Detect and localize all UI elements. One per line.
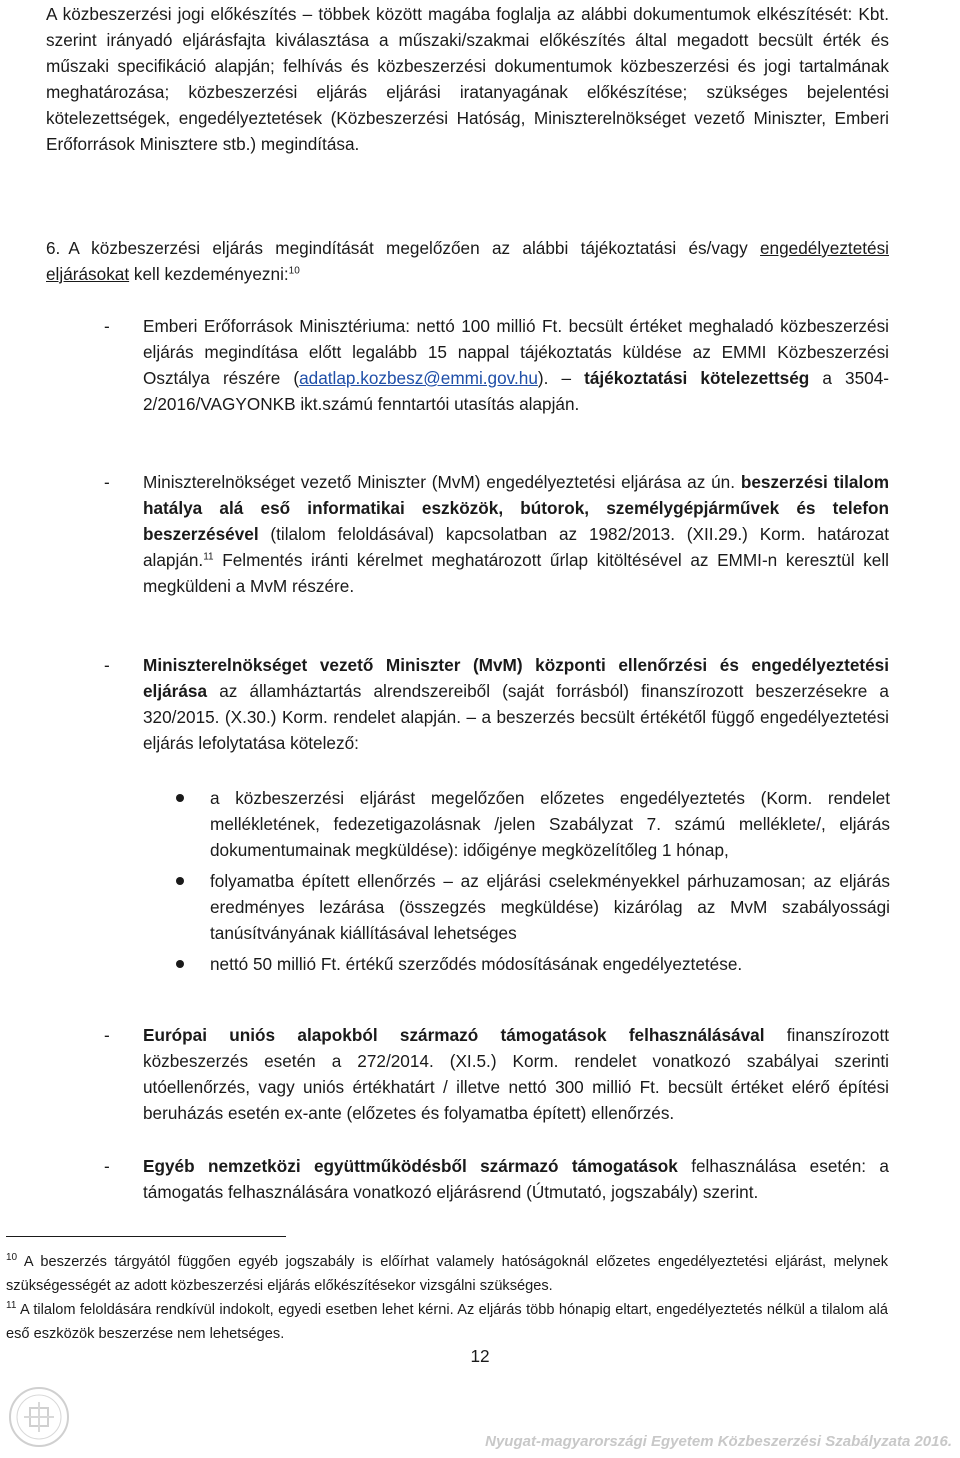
bullet-text: a közbeszerzési eljárást megelőzően előzetes engedélyeztetés (Korm. rendelet mellékletének, fedezetigazolásnak /jelen Szabályzat 7. számú melléklete/, eljárás dokumentumainak megküldése): időigénye megközelítőleg 1 hónap, (210, 788, 890, 860)
bullet-dot-icon (176, 960, 184, 968)
section-6-underlined: engedélyeztetési eljárásokat (46, 238, 889, 284)
item2-text-a: Miniszterelnökséget vezető Miniszter (MvM) engedélyeztetési eljárása az ún. (143, 472, 741, 492)
footnote-ref-11[interactable]: 11 (203, 551, 214, 563)
footer-title: Nyugat-magyarországi Egyetem Közbeszerzési Szabályzata 2016. (485, 1433, 952, 1450)
footnote-number: 10 (6, 1252, 18, 1264)
bullet-list (170, 785, 890, 982)
footnote-text: A tilalom feloldására rendkívül indokolt, egyedi esetben lehet kérni. Az eljárás több hónapig eltart, engedélyeztetés nélkül a tilalom alá eső eszközök beszerzése nem lehetséges. (6, 1302, 888, 1342)
item2-text-c: Felmentés iránti kérelmet meghatározott űrlap kitöltésével az EMMI-n keresztül kell megküldeni a MvM részére. (143, 550, 889, 596)
item1-bold: tájékoztatási kötelezettség (584, 368, 810, 388)
footnote-10 (6, 1250, 888, 1298)
list-item-text (143, 313, 889, 417)
footnote-11 (6, 1298, 888, 1346)
item2-text-b: (tilalom feloldásával) kapcsolatban az 1982/2013. (XII.29.) Korm. határozat alapján. (143, 524, 889, 570)
item4-bold: Európai uniós alapokból származó támogatások felhasználásával (143, 1025, 765, 1045)
dash-marker: - (104, 1025, 110, 1045)
footnotes (6, 1250, 888, 1346)
footnote-divider (6, 1236, 286, 1237)
list-item-text (143, 1153, 889, 1205)
bullet-text: folyamatba épített ellenőrzés – az eljárási cselekményekkel párhuzamosan; az eljárás eredményes lezárása (összegzés megküldése) kizárólag az MvM szabályossági tanúsítványának kiállításával lehetséges (210, 871, 890, 943)
item1-text-a: Emberi Erőforrások Minisztériuma: nettó 100 millió Ft. becsült értéket meghaladó közbeszerzési eljárás megindítása előtt legalább 15 nappal tájékoztatás küldése az EMMI Közbeszerzési Osztálya részére ( (143, 316, 889, 388)
item3-text-a: az államháztartás alrendszereiből (saját forrásból) finanszírozott beszerzésekre a 320/2015. (X.30.) Korm. rendelet alapján. – a beszerzés becsült értékétől függő engedélyeztetési eljárás lefolytatása kötelező: (143, 681, 889, 753)
item1-text-c: a 3504-2/2016/VAGYONKB ikt.számú fenntartói utasítás alapján. (143, 368, 889, 414)
item1-text-b: ). – (537, 368, 585, 388)
list-item-text (143, 1022, 889, 1126)
item4-text-a: finanszírozott közbeszerzés esetén a 272/2014. (XI.5.) Korm. rendelet vonatkozó szabályai szerinti utóellenőrzés, vagy uniós értékhatárt / illetve nettó 300 millió Ft. becsült értéket elérő építési beruházás esetén ex-ante (előzetes és folyamatba épített) ellenőrzés. (143, 1025, 890, 1123)
bullet-text: nettó 50 millió Ft. értékű szerződés módosításának engedélyeztetése. (210, 954, 743, 974)
bullet-item (170, 951, 890, 977)
footnote-ref-10[interactable]: 10 (288, 265, 300, 277)
dash-marker: - (104, 316, 110, 336)
section-6-text-b: kell kezdeményezni: (129, 264, 289, 284)
item5-text-a: felhasználása esetén: a támogatás felhasználására vonatkozó eljárásrend (Útmutató, jogszabály) szerint. (143, 1156, 889, 1202)
item3-bold: Miniszterelnökséget vezető Miniszter (MvM) központi ellenőrzési és engedélyeztetési eljárása (143, 655, 889, 701)
section-number: 6. (46, 238, 61, 258)
intro-paragraph: A közbeszerzési jogi előkészítés – többek között magába foglalja az alábbi dokumentumok elkészítését: Kbt. szerint irányadó eljárásfajta kiválasztása a műszaki/szakmai előkészítés által megadott becsült érték és műszaki specifikáció alapján; felhívás és közbeszerzési dokumentumok közbeszerzési és jogi tartalmának meghatározása; közbeszerzési eljárás eljárási iratanyagának előkészítése; szükséges bejelentési kötelezettségek, engedélyeztetések (Közbeszerzési Hatóság, Miniszterelnökséget vezető Miniszter, Emberi Erőforrások Minisztere stb.) megindítása. (46, 4, 889, 154)
item2-bold: beszerzési tilalom hatálya alá eső informatikai eszközök, bútorok, személygépjárművek és telefon beszerzésével (143, 472, 890, 544)
dash-marker: - (104, 1156, 110, 1176)
bullet-dot-icon (176, 794, 184, 802)
item5-bold: Egyéb nemzetközi együttműködésből származó támogatások (143, 1156, 678, 1176)
page-number: 12 (470, 1346, 490, 1366)
list-item-text (143, 652, 889, 756)
dash-marker: - (104, 655, 110, 675)
bullet-dot-icon (176, 877, 184, 885)
section-6-text-a: A közbeszerzési eljárás megindítását megelőzően az alábbi tájékoztatási és/vagy (68, 238, 760, 258)
university-seal-icon (8, 1386, 70, 1448)
footnote-number: 11 (6, 1300, 17, 1312)
section-6-paragraph (46, 235, 889, 287)
bullet-item (170, 785, 890, 863)
email-link[interactable]: adatlap.kozbesz@emmi.gov.hu (299, 368, 538, 388)
bullet-item (170, 868, 890, 946)
list-item-text (143, 469, 889, 599)
dash-marker: - (104, 472, 110, 492)
footnote-text: A beszerzés tárgyától függően egyéb jogszabály is előírhat valamely hatóságoknál előzetes engedélyeztetési eljárást, melynek szükségességét az adott közbeszerzési eljárás előkészítésekor vizsgálni szükséges. (6, 1254, 888, 1294)
